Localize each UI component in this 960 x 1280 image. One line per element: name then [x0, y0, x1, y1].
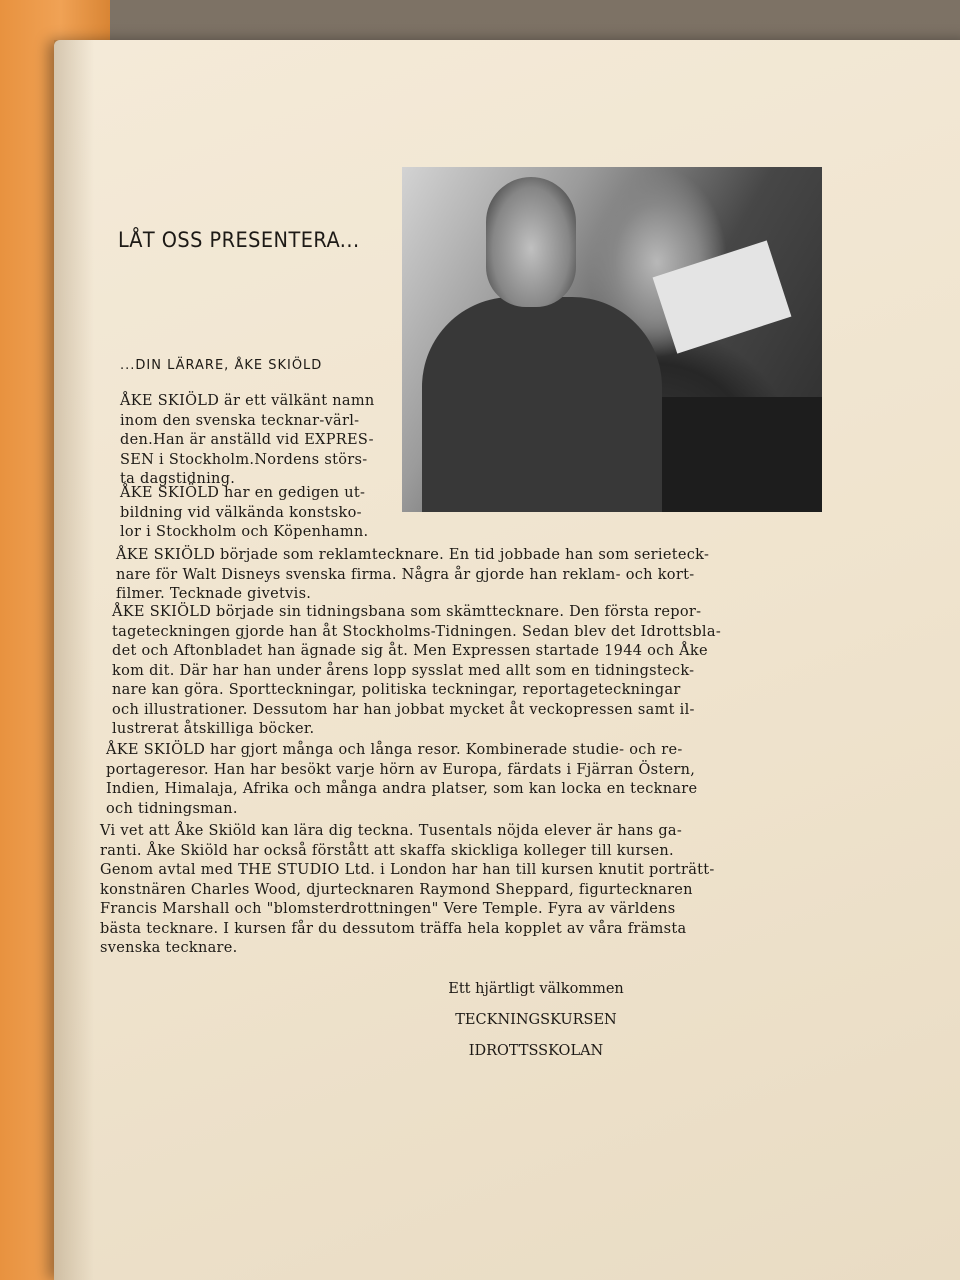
closing-course-name: TECKNINGSKURSEN: [455, 1012, 617, 1028]
portrait-photo: [402, 167, 822, 512]
drawing-paper: [653, 240, 792, 353]
paragraph-newspaper-career: ÅKE SKIÖLD började sin tidningsbana som skämttecknare. Den första repor- tageteckningen gjorde han åt Stockholms-Tidningen. Sedan blev det Idrottsbla- det och Aftonbladet han ägnade sig åt. Men Expressen startade 1944 och Åke kom dit. Där har han under årens lopp sysslat med allt som en tidningsteck- nare kan göra. Sportteckningar, politiska teckningar, reportageteckningar och illustrationer. Dessutom har han jobbat mycket åt veckopressen samt il- lustrerat åtskilliga böcker.: [112, 604, 722, 737]
paragraph-education: ÅKE SKIÖLD har en gedigen ut- bildning vid välkända konstsko- lor i Stockholm och Köpenhamn.: [120, 485, 369, 540]
closing-school-name: IDROTTSSKOLAN: [468, 1043, 604, 1059]
paragraph-travels: ÅKE SKIÖLD har gjort många och långa resor. Kombinerade studie- och re- portageresor. Han har besökt varje hörn av Europa, färdats i Fjärran Östern, Indien, Himalaja, Afrika och många andra platser, som kan locka en tecknare och tidningsman.: [106, 742, 698, 817]
paragraph-intro: ÅKE SKIÖLD är ett välkänt namn inom den svenska tecknar-värl- den.Han är anställd vid EXPRES- SEN i Stockholm.Nordens störs- ta dagstidning.: [120, 393, 375, 487]
page-subheading: ...DIN LÄRARE, ÅKE SKIÖLD: [120, 358, 323, 373]
page-fold-shadow: [54, 40, 94, 1280]
page-heading: LÅT OSS PRESENTERA...: [118, 228, 360, 252]
closing-greeting: Ett hjärtligt välkommen: [448, 981, 624, 997]
portrait-head: [486, 177, 576, 307]
portrait-figure: [422, 297, 662, 512]
paragraph-teaching: Vi vet att Åke Skiöld kan lära dig teckna. Tusentals nöjda elever är hans ga- ranti. Åke Skiöld har också förstått att skaffa skickliga kolleger till kursen. Genom avtal med THE STUDIO Ltd. i London har han till kursen knutit porträtt- konstnären Charles Wood, djurtecknaren Raymond Sheppard, figurtecknaren Francis Marshall och "blomsterdrottningen" Vere Temple. Fyra av världens bästa tecknare. I kursen får du dessutom träffa hela kopplet av våra främsta svenska tecknare.: [100, 823, 715, 956]
paragraph-career-start: ÅKE SKIÖLD började som reklamtecknare. En tid jobbade han som serieteck- nare för Walt Disneys svenska firma. Några år gjorde han reklam- och kort- filmer. Tecknade givetvis.: [116, 547, 710, 602]
